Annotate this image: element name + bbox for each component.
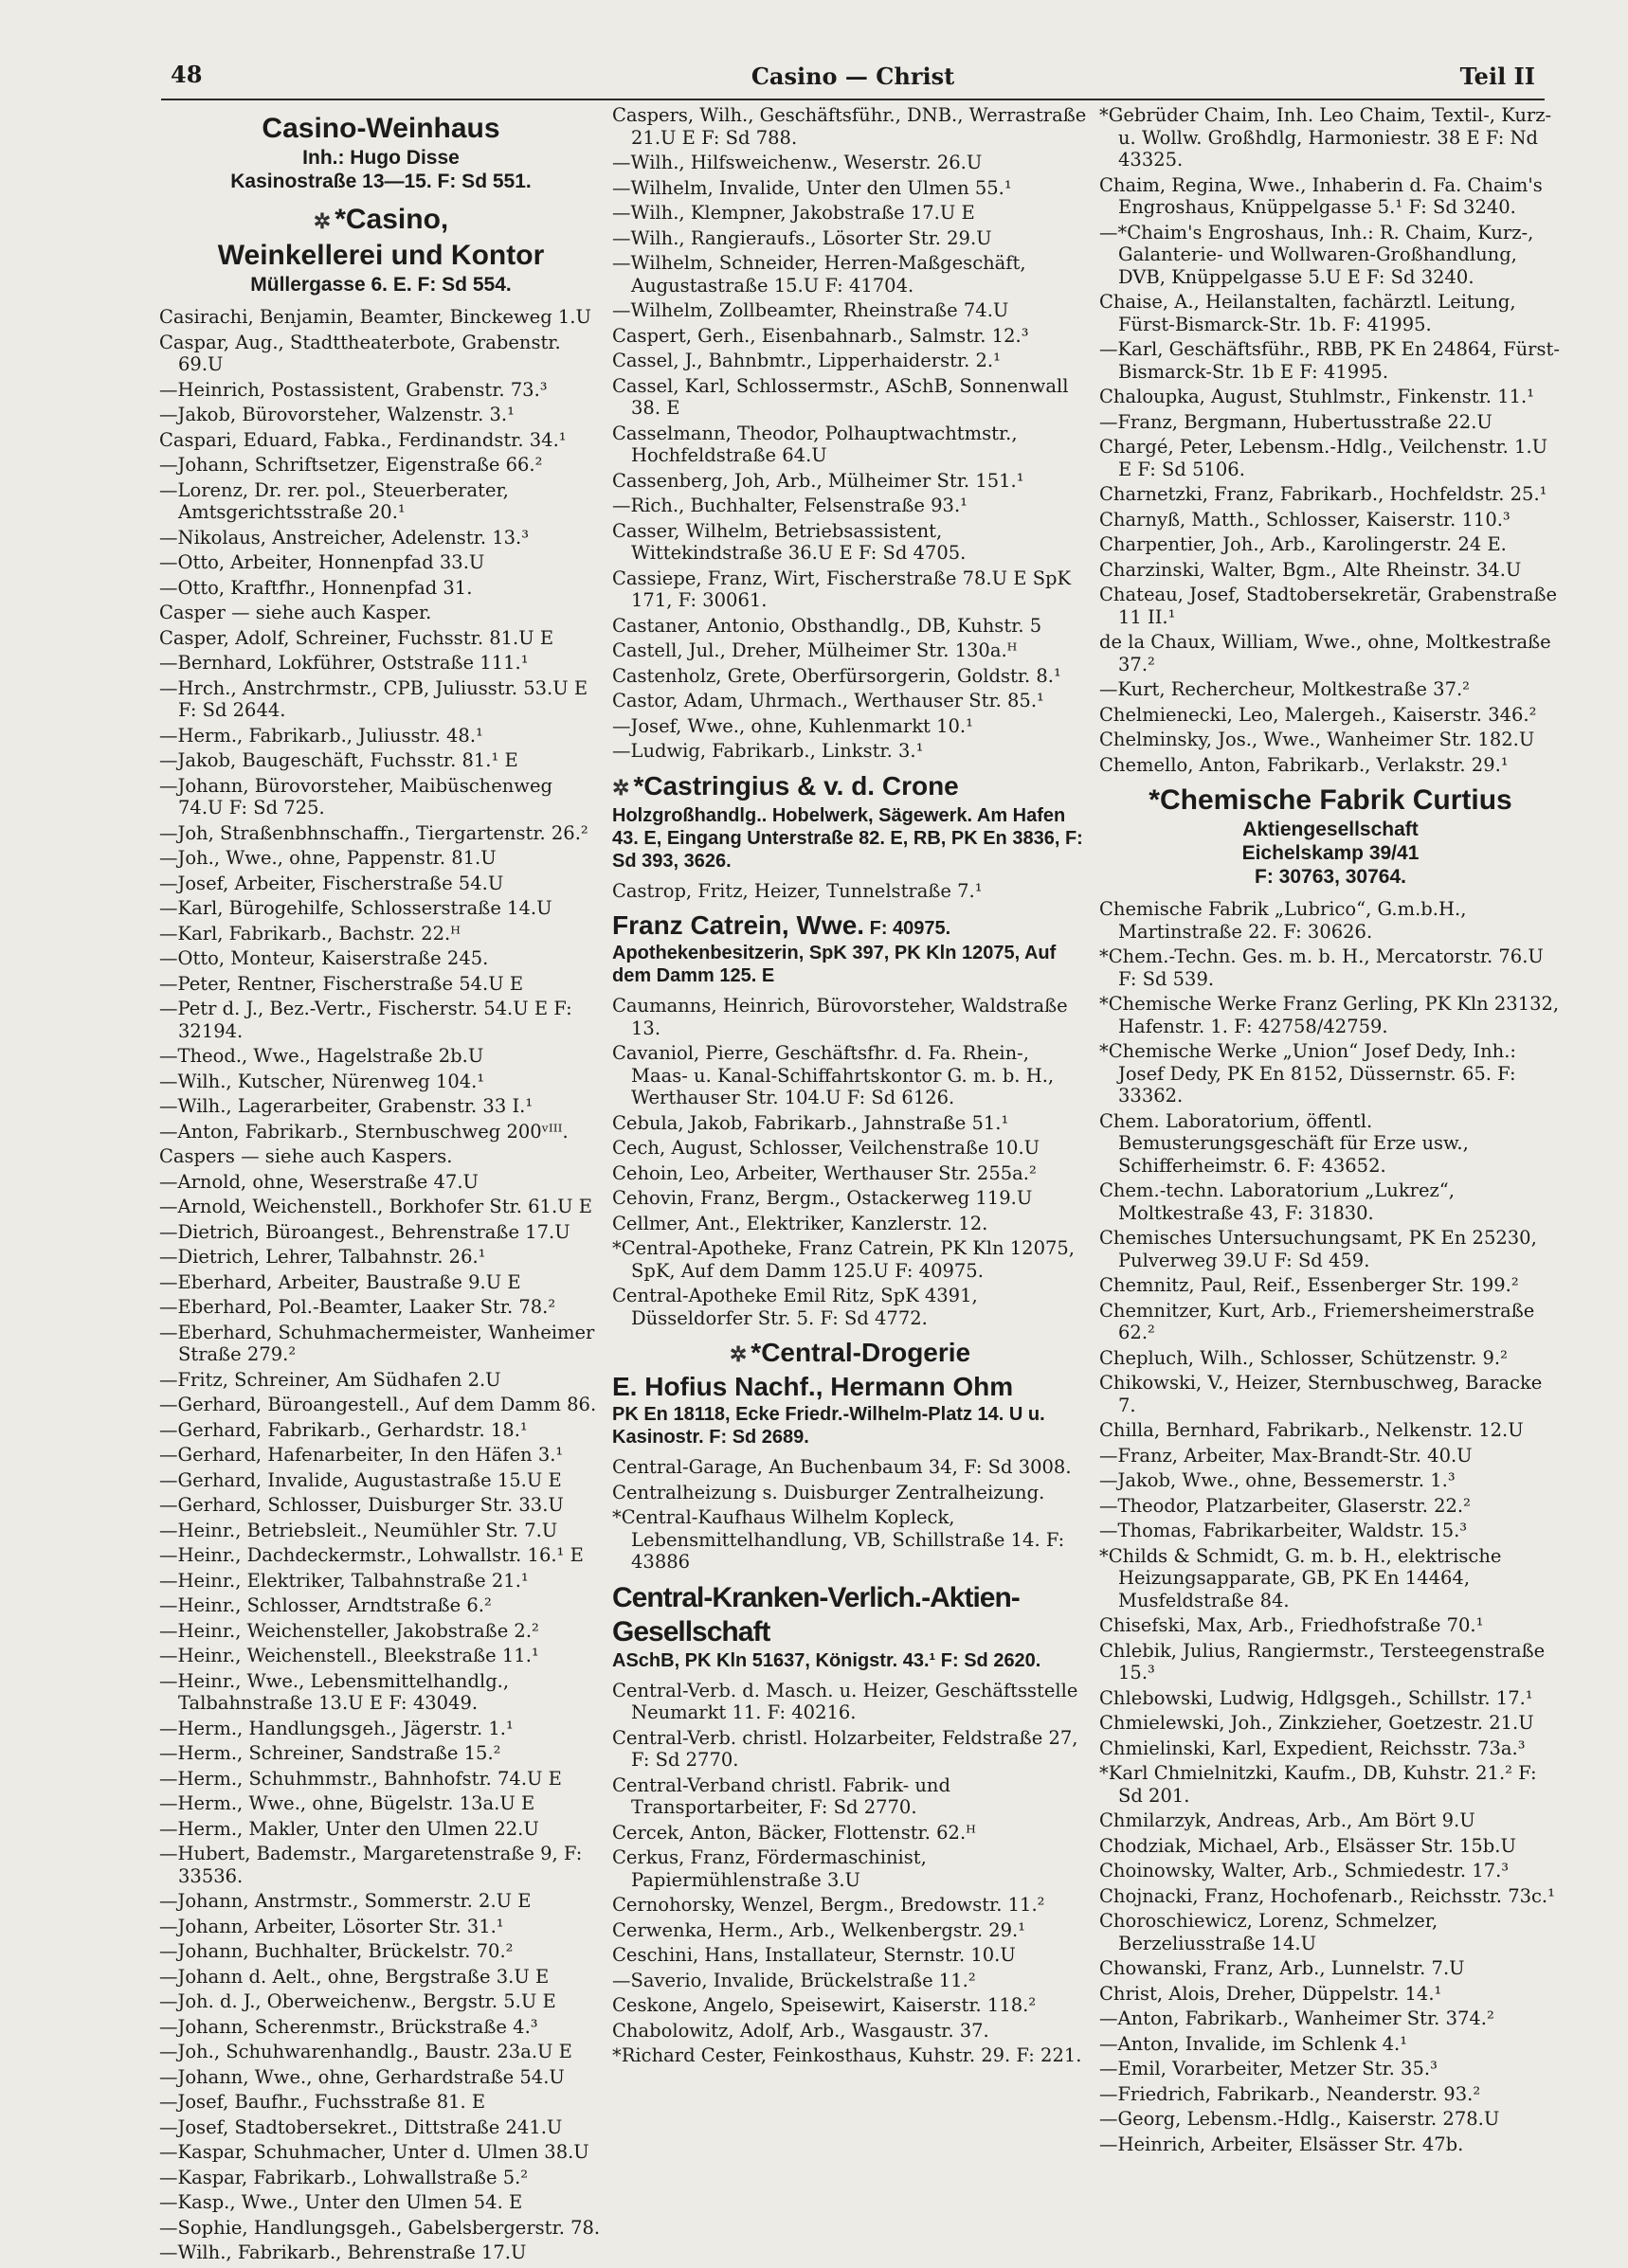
list-item: —Wilhelm, Invalide, Unter den Ulmen 55.¹ (612, 176, 1012, 199)
entry-list (1099, 898, 1562, 2155)
list-item: Central-Garage, An Buchenbaum 34, F: Sd 3008. (612, 1456, 1072, 1478)
list-item: —Theod., Wwe., Hagelstraße 2b.U (159, 1045, 484, 1067)
list-item: —Gerhard, Invalide, Augustastraße 15.U E (159, 1468, 562, 1491)
list-item: Ceskone, Angelo, Speisewirt, Kaiserstr. 118.² (612, 1994, 1037, 2016)
list-item: Chlebowski, Ludwig, Hdlgsgeh., Schillstr. 17.¹ (1099, 1686, 1533, 1709)
list-item: —Josef, Wwe., ohne, Kuhlenmarkt 10.¹ (612, 714, 973, 737)
list-item: —Kasp., Wwe., Unter den Ulmen 54. E (159, 2191, 523, 2213)
list-item: —Wilhelm, Schneider, Herren-Maßgeschäft, Augustastraße 15.U F: 41704. (612, 252, 1026, 297)
list-item: Cehoin, Leo, Arbeiter, Werthauser Str. 255a.² (612, 1161, 1037, 1184)
list-item: Chemello, Anton, Fabrikarb., Verlakstr. 29.¹ (1099, 753, 1509, 776)
list-item: Casser, Wilhelm, Betriebsassistent, Wittekindstraße 36.U E F: Sd 4705. (612, 519, 967, 564)
list-item: Cassenberg, Joh, Arb., Mülheimer Str. 151.¹ (612, 469, 1024, 492)
page-number: 48 (171, 61, 203, 88)
ad-owner: Inh.: Hugo Disse (302, 147, 460, 169)
list-item: *Gebrüder Chaim, Inh. Leo Chaim, Textil-, Kurz- u. Wollw. Großhdlg, Harmoniestr. 38 E F: Nd 43325. (1099, 104, 1552, 171)
list-item: —Herm., Schuhmmstr., Bahnhofstr. 74.U E (159, 1767, 562, 1790)
list-item: —Karl, Fabrikarb., Bachstr. 22.ᴴ (159, 922, 461, 945)
list-item: Chem.-techn. Laboratorium „Lukrez“, Moltkestraße 43, F: 31830. (1099, 1179, 1455, 1224)
list-item: —Dietrich, Büroangest., Behrenstraße 17.U (159, 1220, 570, 1243)
list-item: Cehovin, Franz, Bergm., Ostackerweg 119.U (612, 1187, 1033, 1209)
list-item: —Theodor, Platzarbeiter, Glaserstr. 22.² (1099, 1494, 1471, 1517)
list-item: —Georg, Lebensm.-Hdlg., Kaiserstr. 278.U (1099, 2108, 1500, 2130)
list-item: —Johann, Buchhalter, Brückelstr. 70.² (159, 1940, 514, 1962)
ad-casino-weinkellerei (159, 203, 603, 297)
list-item: Chemische Fabrik „Lubrico“, G.m.b.H., Martinstraße 22. F: 30626. (1099, 898, 1467, 943)
list-item: Charzinski, Walter, Bgm., Alte Rheinstr. 34.U (1099, 558, 1522, 581)
entry-list (612, 104, 1088, 763)
list-item: de la Chaux, William, Wwe., ohne, Moltkestraße 37.² (1099, 631, 1551, 675)
list-item: —Heinrich, Arbeiter, Elsässer Str. 47b. (1099, 2133, 1464, 2155)
star-emblem-icon: ✲ (729, 1342, 748, 1366)
list-item: Cerkus, Franz, Fördermaschinist, Papiermühlenstraße 3.U (612, 1846, 927, 1891)
list-item: Chmielinski, Karl, Expedient, Reichsstr. 73a.³ (1099, 1737, 1526, 1759)
list-item: —Gerhard, Büroangestell., Auf dem Damm 86. (159, 1394, 597, 1415)
list-item: —Emil, Vorarbeiter, Metzer Str. 35.³ (1099, 2058, 1438, 2079)
list-item: Castenholz, Grete, Oberfürsorgerin, Goldstr. 8.¹ (612, 664, 1061, 687)
ad-body: ASchB, PK Kln 51637, Königstr. 43.¹ F: Sd 2620. (612, 1649, 1041, 1671)
ad-central-drogerie (612, 1337, 1088, 1449)
ad-subtitle: Weinkellerei und Kontor (217, 240, 545, 271)
ad-owner: E. Hofius Nachf., Hermann Ohm (612, 1372, 1014, 1401)
list-item: Chargé, Peter, Lebensm.-Hdlg., Veilchenstr. 1.U E F: Sd 5106. (1099, 436, 1548, 480)
ad-body: Apothekenbesitzerin, SpK 397, PK Kln 12075, Auf dem Damm 125. E (612, 943, 1057, 986)
list-item: —Heinr., Wwe., Lebensmittelhandlg., Talbahnstraße 13.U E F: 43049. (159, 1669, 510, 1714)
list-item: Chowanski, Franz, Arb., Lunnelstr. 7.U (1099, 1957, 1465, 1979)
ad-title: *Castringius & v. d. Crone (633, 770, 959, 801)
list-item: —Bernhard, Lokführer, Oststraße 111.¹ (159, 652, 529, 674)
list-item: *Chemische Werke Franz Gerling, PK Kln 23132, Hafenstr. 1. F: 42758/42759. (1099, 993, 1560, 1037)
list-item: —Josef, Arbeiter, Fischerstraße 54.U (159, 872, 504, 894)
ad-title: Central-Kranken-Verlich.-Aktien-Gesellschaft (612, 1581, 1020, 1647)
list-item: Chepluch, Wilh., Schlosser, Schützenstr. 9.² (1099, 1346, 1508, 1369)
list-item: —Franz, Arbeiter, Max-Brandt-Str. 40.U (1099, 1444, 1473, 1467)
list-item: —Lorenz, Dr. rer. pol., Steuerberater, Amtsgerichtsstraße 20.¹ (159, 478, 509, 523)
ad-central-kranken (612, 1581, 1088, 1672)
ad-address: Kasinostraße 13—15. F: Sd 551. (230, 171, 532, 192)
list-item: —Heinr., Dachdeckermstr., Lohwallstr. 16.¹ E (159, 1544, 584, 1566)
list-item: Chemnitzer, Kurt, Arb., Friemersheimerstraße 62.² (1099, 1299, 1535, 1343)
list-item: —Heinr., Weichensteller, Jakobstraße 2.² (159, 1619, 539, 1642)
list-item: Cassel, Karl, Schlossermstr., ASchB, Sonnenwall 38. E (612, 374, 1069, 419)
list-item: —Franz, Bergmann, Hubertusstraße 22.U (1099, 410, 1492, 433)
list-item: *Richard Cester, Feinkosthaus, Kuhstr. 29. F: 221. (612, 2044, 1082, 2066)
list-item: Cerwenka, Herm., Arb., Welkenbergstr. 29.¹ (612, 1918, 1026, 1941)
ad-body: PK En 18118, Ecke Friedr.-Wilhelm-Platz 14. U u. Kasinostr. F: Sd 2689. (612, 1404, 1045, 1448)
list-item: —Wilh., Klempner, Jakobstraße 17.U E (612, 202, 975, 224)
list-item: —Herm., Makler, Unter den Ulmen 22.U (159, 1817, 539, 1840)
list-item: —Eberhard, Arbeiter, Baustraße 9.U E (159, 1270, 521, 1293)
list-item: Central-Verband christl. Fabrik- und Transportarbeiter, F: Sd 2770. (612, 1773, 950, 1818)
list-item: —Heinr., Betriebsleit., Neumühler Str. 7.U (159, 1519, 558, 1541)
list-item: —Johann d. Aelt., ohne, Bergstraße 3.U E (159, 1965, 550, 1988)
ad-catrein (612, 909, 1088, 987)
list-item: —Joh., Schuhwarenhandlg., Baustr. 23a.U E (159, 2041, 572, 2062)
ad-title: *Casino, (335, 204, 449, 235)
list-item: Chaloupka, August, Stuhlmstr., Finkenstr. 11.¹ (1099, 386, 1535, 407)
list-item: Cassel, J., Bahnbmtr., Lipperhaiderstr. 2.¹ (612, 350, 1001, 371)
list-item: —Thomas, Fabrikarbeiter, Waldstr. 15.³ (1099, 1520, 1468, 1541)
page-header (161, 57, 1545, 100)
ad-address: Müllergasse 6. E. F: Sd 554. (250, 274, 512, 296)
list-item: —Wilhelm, Zollbeamter, Rheinstraße 74.U (612, 299, 1009, 321)
list-item: Caspert, Gerh., Eisenbahnarb., Salmstr. 12.³ (612, 324, 1029, 347)
list-item: —Wilh., Hilfsweichenw., Weserstr. 26.U (612, 152, 983, 173)
list-item: Cercek, Anton, Bäcker, Flottenstr. 62.ᴴ (612, 1821, 976, 1844)
list-item: —Wilh., Lagerarbeiter, Grabenstr. 33 I.¹ (159, 1095, 534, 1117)
list-item: —Wilh., Fabrikarb., Behrenstraße 17.U (159, 2241, 527, 2263)
list-item: Central-Verb. d. Masch. u. Heizer, Geschäftsstelle Neumarkt 11. F: 40216. (612, 1679, 1078, 1723)
list-item: —Joh. d. J., Oberweichenw., Bergstr. 5.U E (159, 1990, 556, 2012)
column-2 (612, 104, 1088, 2245)
list-item: —Otto, Kraftfhr., Honnenpfad 31. (159, 576, 473, 599)
list-item: Chlebik, Julius, Rangiermstr., Tersteegenstraße 15.³ (1099, 1639, 1546, 1683)
list-item: —Rich., Buchhalter, Felsenstraße 93.¹ (612, 495, 968, 516)
list-item: —Dietrich, Lehrer, Talbahnstr. 26.¹ (159, 1246, 486, 1268)
list-item: —Peter, Rentner, Fischerstraße 54.U E (159, 972, 524, 995)
ad-title: Casino-Weinhaus (262, 113, 500, 144)
list-item: —Johann, Schriftsetzer, Eigenstraße 66.² (159, 454, 543, 476)
list-item: Castor, Adam, Uhrmach., Werthauser Str. 85.¹ (612, 690, 1044, 711)
list-item: Chemisches Untersuchungsamt, PK En 25230, Pulverweg 39.U F: Sd 459. (1099, 1227, 1537, 1271)
list-item: Chateau, Josef, Stadtobersekretär, Grabenstraße 11 II.¹ (1099, 584, 1558, 628)
list-item: —Otto, Monteur, Kaiserstraße 245. (159, 947, 489, 969)
ad-castringius (612, 770, 1088, 873)
list-item: Cellmer, Ant., Elektriker, Kanzlerstr. 12. (612, 1212, 988, 1234)
list-item: —Kaspar, Schuhmacher, Unter d. Ulmen 38.U (159, 2141, 589, 2163)
list-item: Casirachi, Benjamin, Beamter, Binckeweg 1.U (159, 306, 591, 328)
list-item: Chaim, Regina, Wwe., Inhaberin d. Fa. Chaim's Engroshaus, Knüppelgasse 5.¹ F: Sd 3240. (1099, 173, 1543, 218)
list-item: —Johann, Arbeiter, Lösorter Str. 31.¹ (159, 1915, 504, 1937)
column-1 (159, 104, 603, 2263)
list-item: Cavaniol, Pierre, Geschäftsfhr. d. Fa. Rhein-, Maas- u. Kanal-Schiffahrtskontor G. m. b. H., Werthauser Str. 104.U F: Sd 6126. (612, 1042, 1055, 1108)
list-item: —Herm., Wwe., ohne, Bügelstr. 13a.U E (159, 1792, 535, 1814)
list-item: —Johann, Bürovorsteher, Maibüschenweg 74.U F: Sd 725. (159, 774, 553, 819)
list-item: Cassiepe, Franz, Wirt, Fischerstraße 78.U E SpK 171, F: 30061. (612, 567, 1072, 611)
list-item: —Heinr., Schlosser, Arndtstraße 6.² (159, 1594, 492, 1616)
list-item: *Central-Kaufhaus Wilhelm Kopleck, Lebensmittelhandlung, VB, Schillstraße 14. F: 43886 (612, 1506, 1065, 1573)
list-item: —Wilh., Kutscher, Nürenweg 104.¹ (159, 1070, 485, 1092)
list-item: Centralheizung s. Duisburger Zentralheizung. (612, 1481, 1045, 1503)
list-item: Chelminsky, Jos., Wwe., Wanheimer Str. 182.U (1099, 729, 1535, 750)
list-item: —Saverio, Invalide, Brückelstraße 11.² (612, 1969, 976, 1991)
list-item: —Gerhard, Schlosser, Duisburger Str. 33.U (159, 1494, 564, 1516)
list-item: —Karl, Geschäftsführ., RBB, PK En 24864, Fürst-Bismarck-Str. 1b E F: 41995. (1099, 338, 1560, 383)
list-item: —Herm., Schreiner, Sandstraße 15.² (159, 1742, 501, 1764)
list-item: Castaner, Antonio, Obsthandlg., DB, Kuhstr. 5 (612, 614, 1042, 637)
ad-line-1: Aktiengesellschaft (1242, 819, 1419, 840)
entry-list (612, 1456, 1088, 1574)
list-item: —Johann, Wwe., ohne, Gerhardstraße 54.U (159, 2065, 565, 2088)
list-item: Caumanns, Heinrich, Bürovorsteher, Waldstraße 13. (612, 995, 1068, 1039)
page-title: Casino — Christ (751, 63, 955, 90)
ad-line-2: Eichelskamp 39/41 (1241, 842, 1420, 864)
list-item: —Arnold, Weichenstell., Borkhofer Str. 61.U E (159, 1196, 593, 1217)
list-item: Chemnitz, Paul, Reif., Essenberger Str. 199.² (1099, 1274, 1519, 1296)
list-item: Chisefski, Max, Arb., Friedhofstraße 70.¹ (1099, 1614, 1484, 1636)
list-item: *Chemische Werke „Union“ Josef Dedy, Inh.: Josef Dedy, PK En 8152, Düssernstr. 65. F: 33362. (1099, 1040, 1516, 1107)
list-item: *Chem.-Techn. Ges. m. b. H., Mercatorstr. 76.U F: Sd 539. (1099, 945, 1544, 990)
list-item: Cernohorsky, Wenzel, Bergm., Bredowstr. 11.² (612, 1894, 1045, 1916)
list-item: Casper, Adolf, Schreiner, Fuchsstr. 81.U E (159, 626, 554, 649)
list-item: —Fritz, Schreiner, Am Südhafen 2.U (159, 1368, 501, 1391)
list-item: Caspers — siehe auch Kaspers. (159, 1145, 453, 1167)
list-item: Caspar, Aug., Stadttheaterbote, Grabenstr. 69.U (159, 331, 561, 375)
list-item: —Eberhard, Schuhmachermeister, Wanheimer Straße 279.² (159, 1321, 595, 1365)
list-item: Chelmienecki, Leo, Malergeh., Kaiserstr. 346.² (1099, 703, 1537, 726)
entry-list (612, 995, 1088, 1329)
list-item: —Herm., Fabrikarb., Juliusstr. 48.¹ (159, 724, 483, 747)
list-item: Christ, Alois, Dreher, Düppelstr. 14.¹ (1099, 1982, 1442, 2005)
list-item: —Anton, Invalide, im Schlenk 4.¹ (1099, 2032, 1408, 2055)
entry-list (159, 306, 603, 2264)
list-item: —*Chaim's Engroshaus, Inh.: R. Chaim, Kurz-, Galanterie- und Wollwaren-Großhandlung, DVB, Knüppelgasse 5.U E F: Sd 3240. (1099, 221, 1534, 288)
list-item: Castrop, Fritz, Heizer, Tunnelstraße 7.¹ (612, 879, 983, 902)
list-item: Choroschiewicz, Lorenz, Schmelzer, Berzeliusstraße 14.U (1099, 1910, 1438, 1954)
list-item: —Josef, Baufhr., Fuchsstraße 81. E (159, 2091, 486, 2113)
list-item: —Anton, Fabrikarb., Sternbuschweg 200ᵛᴵᴵᴵ. (159, 1120, 569, 1143)
list-item: Charnyß, Matth., Schlosser, Kaiserstr. 110.³ (1099, 508, 1510, 531)
list-item: Chojnacki, Franz, Hochofenarb., Reichsstr. 73c.¹ (1099, 1884, 1555, 1907)
list-item: Chabolowitz, Adolf, Arb., Wasgaustr. 37. (612, 2019, 989, 2042)
entry-list (1099, 104, 1562, 776)
list-item: —Hubert, Bademstr., Margaretenstraße 9, F: 33536. (159, 1843, 583, 1887)
list-item: —Friedrich, Fabrikarb., Neanderstr. 93.² (1099, 2082, 1481, 2105)
list-item: —Heinrich, Postassistent, Grabenstr. 73.³ (159, 378, 548, 401)
ad-line-3: F: 30763, 30764. (1255, 866, 1406, 888)
list-item: —Kaspar, Fabrikarb., Lohwallstraße 5.² (159, 2166, 529, 2188)
list-item: —Gerhard, Fabrikarb., Gerhardstr. 18.¹ (159, 1418, 528, 1441)
list-item: Castell, Jul., Dreher, Mülheimer Str. 130a.ᴴ (612, 639, 1018, 661)
list-item: —Joh, Straßenbhnschaffn., Tiergartenstr. 26.² (159, 821, 588, 844)
list-item: Chaise, A., Heilanstalten, fachärztl. Leitung, Fürst-Bismarck-Str. 1b. F: 41995. (1099, 291, 1516, 335)
list-item: Cech, August, Schlosser, Veilchenstraße 10.U (612, 1137, 1040, 1159)
entry-list (612, 1680, 1088, 2067)
list-item: Central-Verb. christl. Holzarbeiter, Feldstraße 27, F: Sd 2770. (612, 1726, 1078, 1771)
list-item: *Central-Apotheke, Franz Catrein, PK Kln 12075, SpK, Auf dem Damm 125.U F: 40975. (612, 1237, 1075, 1282)
list-item: —Jakob, Bürovorsteher, Walzenstr. 3.¹ (159, 404, 515, 425)
list-item: —Petr d. J., Bez.-Vertr., Fischerstr. 54.U E F: 32194. (159, 998, 572, 1042)
list-item: —Johann, Scherenmstr., Brückstraße 4.³ (159, 2015, 538, 2038)
ad-title: Franz Catrein, Wwe. (612, 910, 865, 940)
list-item: —Karl, Bürogehilfe, Schlosserstraße 14.U (159, 897, 552, 919)
list-item: Ceschini, Hans, Installateur, Sternstr. 10.U (612, 1944, 1016, 1966)
list-item: —Sophie, Handlungsgeh., Gabelsbergerstr. 78. (159, 2216, 601, 2239)
list-item: Caspers, Wilh., Geschäftsführ., DNB., Werrastraße 21.U E F: Sd 788. (612, 104, 1087, 149)
list-item: —Otto, Arbeiter, Honnenpfad 33.U (159, 551, 485, 573)
list-item: —Eberhard, Pol.-Beamter, Laaker Str. 78.² (159, 1296, 556, 1318)
list-item: —Josef, Stadtobersekret., Dittstraße 241.U (159, 2115, 563, 2138)
list-item: Choinowsky, Walter, Arb., Schmiedestr. 17.³ (1099, 1860, 1510, 1881)
part-label: Teil II (1459, 63, 1535, 90)
list-item: —Johann, Anstrmstr., Sommerstr. 2.U E (159, 1890, 532, 1912)
list-item: —Joh., Wwe., ohne, Pappenstr. 81.U (159, 847, 497, 869)
ad-body: Holzgroßhandlg.. Hobelwerk, Sägewerk. Am Hafen 43. E, Eingang Unterstraße 82. E, RB, PK En 3836, F: Sd 393, 3626. (612, 804, 1083, 872)
list-item: Chodziak, Michael, Arb., Elsässer Str. 15b.U (1099, 1834, 1516, 1857)
list-item: —Ludwig, Fabrikarb., Linkstr. 3.¹ (612, 740, 924, 762)
list-item: —Heinr., Weichenstell., Bleekstraße 11.¹ (159, 1645, 539, 1666)
star-emblem-icon: ✲ (612, 775, 630, 800)
list-item: Central-Apotheke Emil Ritz, SpK 4391, Düsseldorfer Str. 5. F: Sd 4772. (612, 1285, 978, 1329)
list-item: Chilla, Bernhard, Fabrikarb., Nelkenstr. 12.U (1099, 1419, 1524, 1441)
list-item: —Gerhard, Hafenarbeiter, In den Häfen 3.¹ (159, 1444, 564, 1466)
list-item: —Jakob, Wwe., ohne, Bessemerstr. 1.³ (1099, 1469, 1456, 1491)
ad-title: *Chemische Fabrik Curtius (1149, 784, 1512, 816)
list-item: —Heinr., Elektriker, Talbahnstraße 21.¹ (159, 1569, 529, 1592)
list-item: *Childs & Schmidt, G. m. b. H., elektrische Heizungsapparate, GB, PK En 14464, Musfeldstraße 84. (1099, 1544, 1502, 1611)
list-item: —Nikolaus, Anstreicher, Adelenstr. 13.³ (159, 526, 530, 549)
list-item: —Herm., Handlungsgeh., Jägerstr. 1.¹ (159, 1717, 514, 1739)
list-item: Chmielewski, Joh., Zinkzieher, Goetzestr. 21.U (1099, 1712, 1534, 1734)
list-item: Charnetzki, Franz, Fabrikarb., Hochfeldstr. 25.¹ (1099, 483, 1547, 505)
ad-chemische-fabrik-curtius (1099, 783, 1562, 889)
list-item: —Jakob, Baugeschäft, Fuchsstr. 81.¹ E (159, 749, 518, 771)
ad-casino-weinhaus (159, 112, 603, 193)
list-item: —Hrch., Anstrchrmstr., CPB, Juliusstr. 53.U E F: Sd 2644. (159, 676, 588, 721)
list-item: *Karl Chmielnitzki, Kaufm., DB, Kuhstr. 21.² F: Sd 201. (1099, 1762, 1537, 1807)
list-item: Chmilarzyk, Andreas, Arb., Am Bört 9.U (1099, 1809, 1475, 1831)
list-item: Cebula, Jakob, Fabrikarb., Jahnstraße 51.¹ (612, 1111, 1009, 1134)
star-emblem-icon: ✲ (313, 209, 332, 233)
list-item: —Wilh., Rangieraufs., Lösorter Str. 29.U (612, 226, 992, 249)
ad-title: *Central-Drogerie (751, 1338, 971, 1367)
list-item: Chikowski, V., Heizer, Sternbuschweg, Baracke 7. (1099, 1372, 1543, 1416)
list-item: Chem. Laboratorium, öffentl. Bemusterungsgeschäft für Erze usw., Schifferheimstr. 6. F: 43652. (1099, 1109, 1469, 1177)
column-3 (1099, 104, 1562, 2245)
list-item: —Arnold, ohne, Weserstraße 47.U (159, 1170, 479, 1193)
list-item: Caspari, Eduard, Fabka., Ferdinandstr. 34.¹ (159, 428, 567, 451)
list-item: Casper — siehe auch Kasper. (159, 602, 432, 623)
ad-phone: F: 40975. (869, 918, 951, 939)
list-item: Charpentier, Joh., Arb., Karolingerstr. 24 E. (1099, 533, 1507, 555)
list-item: —Kurt, Rechercheur, Moltkestraße 37.² (1099, 678, 1470, 700)
list-item: —Anton, Fabrikarb., Wanheimer Str. 374.² (1099, 2007, 1494, 2029)
list-item: Casselmann, Theodor, Polhauptwachtmstr., Hochfeldstraße 64.U (612, 422, 1018, 466)
